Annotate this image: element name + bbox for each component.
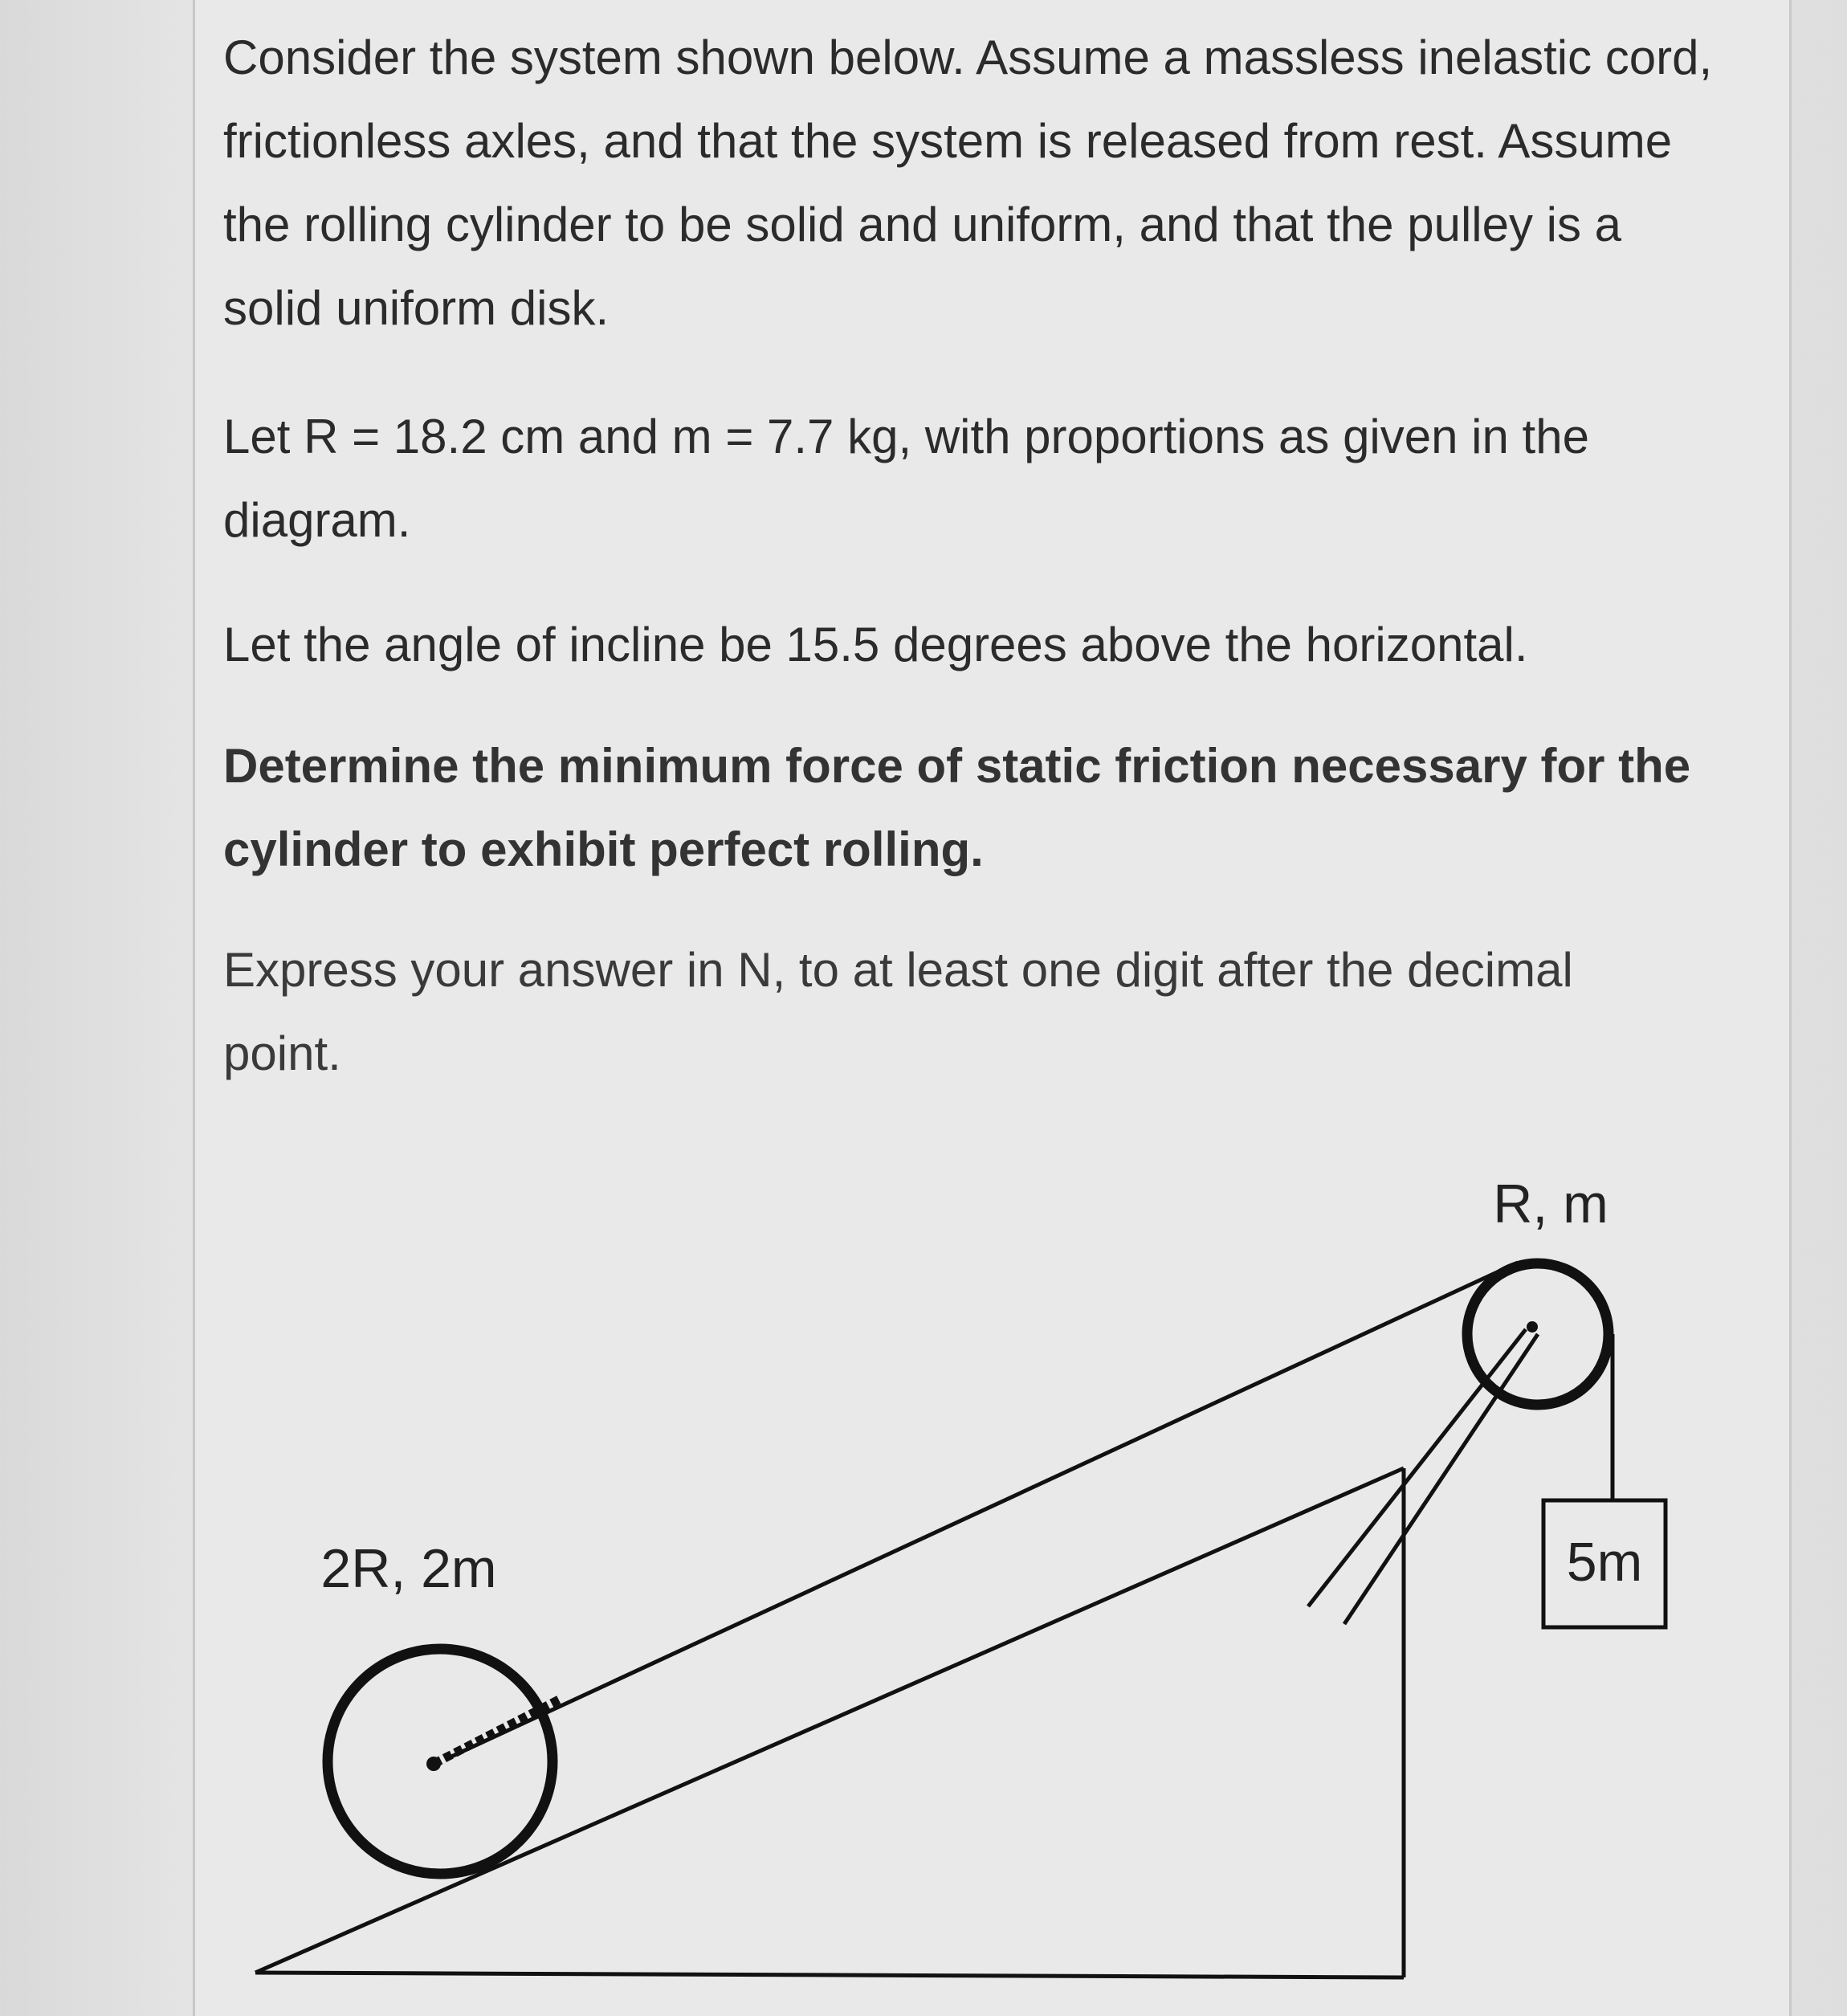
pulley-support-strut: [1344, 1334, 1538, 1624]
pulley-support-strut: [1308, 1329, 1526, 1606]
problem-answer-format: Express your answer in N, to at least one digit after the decimal point.: [223, 943, 1573, 1080]
cord-incline: [450, 1263, 1518, 1757]
block-label: 5m: [1566, 1532, 1643, 1593]
cylinder-axle: [426, 1757, 441, 1771]
pulley-label: R, m: [1493, 1173, 1608, 1234]
problem-incline-angle: Let the angle of incline be 15.5 degrees above the horizontal.: [223, 618, 1528, 671]
incline-base: [255, 1973, 1404, 1977]
problem-given-values: Let R = 18.2 cm and m = 7.7 kg, with proportions as given in the diagram.: [223, 410, 1589, 547]
problem-intro: Consider the system shown below. Assume a massless inelastic cord, frictionless axles, and that the system is released from rest. Assume the rolling cylinder to be solid and uniform, and that the pulley is a solid uniform disk.: [223, 31, 1713, 335]
pulley-axle: [1527, 1321, 1538, 1332]
cylinder-label: 2R, 2m: [320, 1538, 497, 1599]
problem-question: Determine the minimum force of static friction necessary for the cylinder to exhibit perfect rolling.: [223, 739, 1691, 876]
